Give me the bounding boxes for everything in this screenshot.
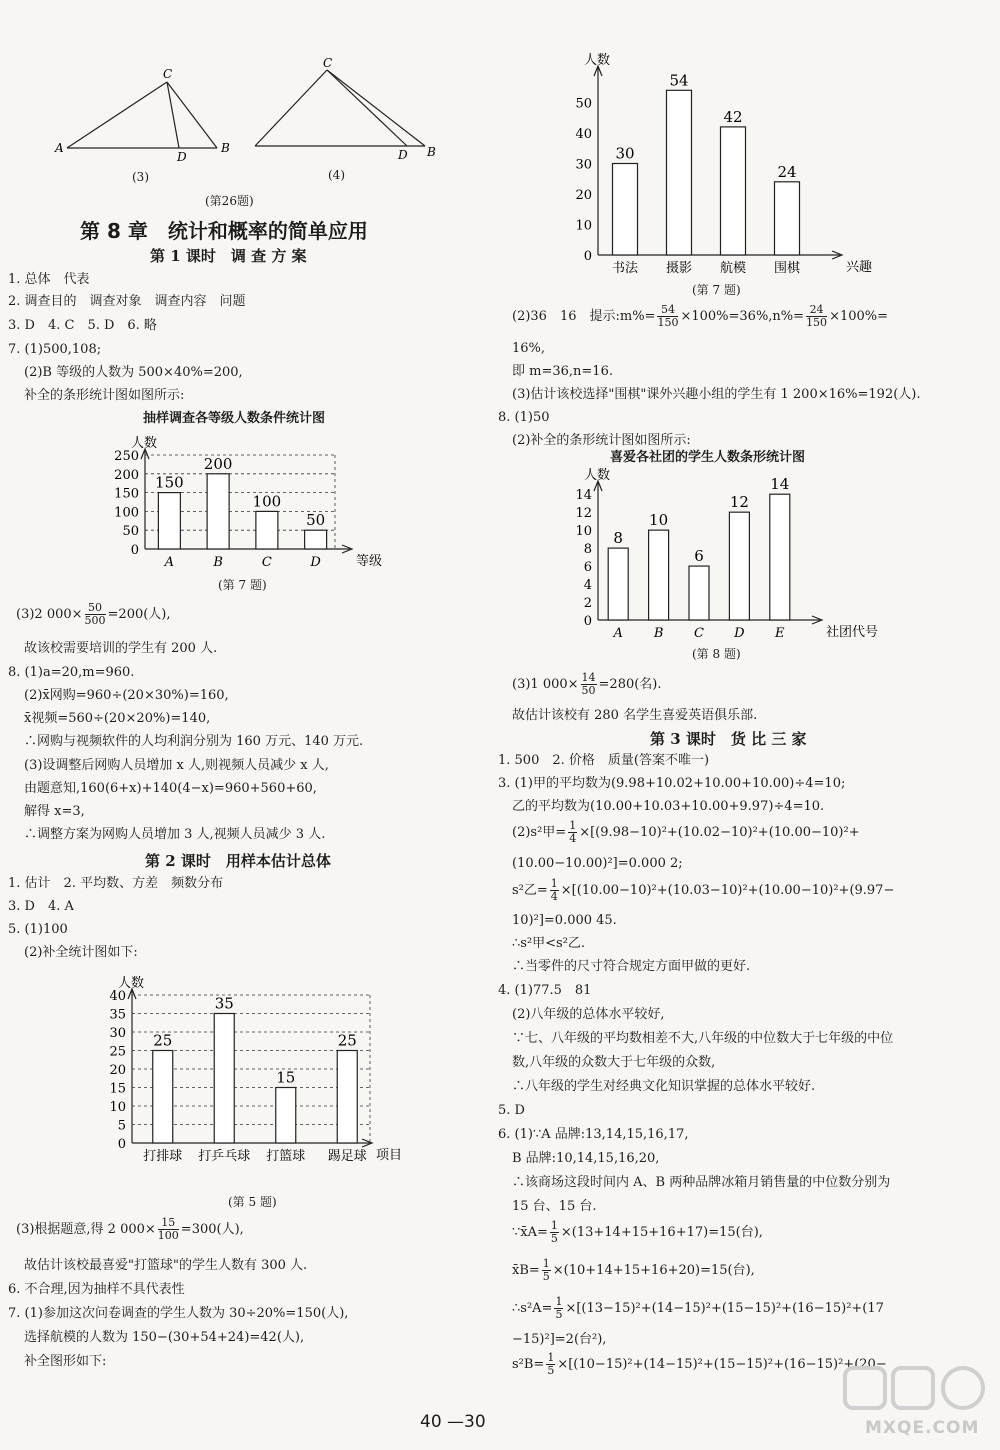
answer-line: ∴网购与视频软件的人均利润分别为 160 万元、140 万元. bbox=[24, 734, 364, 749]
fraction: $\frac{1}{5}$ bbox=[542, 1257, 550, 1283]
bar-chart-q5-sports bbox=[90, 965, 420, 1175]
y-tick-label: 40 bbox=[575, 127, 592, 142]
bar-value-label: 15 bbox=[276, 1068, 296, 1087]
answer-line: (3)估计该校选择"围棋"课外兴趣小组的学生有 1 200×16%=192(人). bbox=[512, 387, 921, 402]
bar-value-label: 24 bbox=[777, 162, 797, 181]
answer-line: ∴调整方案为网购人员增加 3 人,视频人员减少 3 人. bbox=[24, 827, 326, 842]
variance-a: ∴s²A= $\frac{1}{5}$ ×[(13−15)²+(14−15)²+(15−15)²+(16−15)²+(17 bbox=[512, 1295, 884, 1321]
answer-line: B 品牌:10,14,15,16,20, bbox=[512, 1151, 660, 1166]
page-number: 40 —30 bbox=[420, 1412, 486, 1432]
y-tick-label: 40 bbox=[109, 989, 126, 1004]
x-tick-label: D bbox=[310, 555, 321, 570]
x-tick-label: A bbox=[613, 626, 623, 641]
vertex-label-a: A bbox=[55, 141, 64, 155]
y-tick-label: 100 bbox=[114, 505, 139, 521]
x-tick-label: 书法 bbox=[611, 261, 639, 276]
y-tick-label: 10 bbox=[575, 524, 592, 540]
chart-7a-caption: (第 7 题) bbox=[218, 578, 267, 592]
lesson-1-title: 第 1 课时 调 查 方 案 bbox=[150, 247, 307, 265]
answer-line: 2. 调查目的 调查对象 调查内容 问题 bbox=[8, 294, 246, 309]
vertex-label-b: B bbox=[427, 145, 436, 159]
variance-jia-cont: (10.00−10.00)²]=0.000 2; bbox=[512, 856, 683, 871]
bar-value-label: 25 bbox=[153, 1031, 173, 1050]
y-tick-label: 5 bbox=[117, 1118, 126, 1134]
y-tick-label: 0 bbox=[583, 249, 592, 264]
answer-line: 乙的平均数为(10.00+10.03+10.00+9.97)÷4=10. bbox=[512, 799, 825, 814]
y-tick-label: 12 bbox=[575, 506, 592, 522]
bar bbox=[214, 1014, 234, 1144]
answer-line: ∴当零件的尺寸符合规定方面甲做的更好. bbox=[512, 959, 751, 974]
x-tick-label: 围棋 bbox=[773, 261, 801, 276]
x-tick-label: C bbox=[694, 626, 704, 641]
bar bbox=[689, 566, 709, 620]
y-tick-label: 25 bbox=[109, 1044, 126, 1060]
bar-chart-q7-interests bbox=[560, 53, 890, 277]
answer-line: x̄视频=560÷(20×20%)=140, bbox=[24, 711, 211, 726]
bar-value-label: 6 bbox=[694, 547, 704, 566]
x-tick-label: B bbox=[213, 555, 223, 570]
y-tick-label: 15 bbox=[109, 1081, 126, 1097]
figure-3-caption: (3) bbox=[132, 170, 149, 184]
y-tick-label: 50 bbox=[575, 96, 592, 112]
answer-line: ∴s²甲<s²乙. bbox=[512, 936, 586, 951]
bar-value-label: 25 bbox=[337, 1031, 357, 1050]
y-tick-label: 8 bbox=[583, 542, 592, 558]
answer-line: 8. (1)50 bbox=[498, 410, 550, 425]
x-tick-label: 航模 bbox=[719, 261, 747, 276]
vertex-label-b: B bbox=[221, 141, 230, 155]
variance-b: s²B= $\frac{1}{5}$ ×[(10−15)²+(14−15)²+(15−15)²+(16−15)²+(20− bbox=[512, 1351, 887, 1377]
y-tick-label: 10 bbox=[575, 218, 592, 234]
answer-line: 15 台、15 台. bbox=[512, 1199, 597, 1214]
chart-7b-caption: (第 7 题) bbox=[692, 283, 741, 297]
bar-value-label: 200 bbox=[203, 454, 233, 473]
answer-line: 3. D 4. A bbox=[8, 899, 74, 914]
bar bbox=[649, 530, 669, 620]
x-tick-label: E bbox=[775, 626, 785, 641]
bar-value-label: 8 bbox=[613, 529, 623, 548]
y-tick-label: 10 bbox=[109, 1100, 126, 1115]
x-axis-label: 项目 bbox=[376, 1148, 403, 1163]
fraction: $\frac{14}{50}$ bbox=[581, 671, 596, 697]
answer-line: (2)八年级的总体水平较好, bbox=[512, 1007, 665, 1022]
bar-value-label: 35 bbox=[214, 994, 234, 1013]
vertex-label-d: D bbox=[398, 148, 408, 162]
vertex-label-d: D bbox=[177, 150, 187, 164]
x-tick-label: 打乒乓球 bbox=[198, 1149, 251, 1164]
answer-line: 选择航模的人数为 150−(30+54+24)=42(人), bbox=[24, 1330, 305, 1345]
y-axis-label: 人数 bbox=[584, 53, 611, 68]
chart-7a-title: 抽样调查各等级人数条件统计图 bbox=[143, 411, 326, 426]
answer-line: ∴八年级的学生对经典文化知识掌握的总体水平较好. bbox=[512, 1079, 816, 1094]
bar bbox=[721, 127, 746, 255]
fraction: $\frac{1}{4}$ bbox=[569, 819, 577, 845]
answer-line: 7. (1)参加这次问卷调查的学生人数为 30÷20%=150(人), bbox=[8, 1306, 349, 1321]
bar-value-label: 14 bbox=[770, 475, 790, 494]
y-tick-label: 0 bbox=[130, 543, 139, 558]
bar bbox=[207, 474, 229, 549]
mean-b: x̄B= $\frac{1}{5}$ ×(10+14+15+16+20)=15(台), bbox=[512, 1257, 755, 1283]
answer-line: 6. 不合理,因为抽样不具代表性 bbox=[8, 1282, 185, 1297]
y-tick-label: 30 bbox=[575, 157, 592, 173]
x-tick-label: 踢足球 bbox=[327, 1149, 367, 1164]
answer-line: 故估计该校最喜爱"打篮球"的学生人数有 300 人. bbox=[24, 1258, 308, 1273]
fraction: $\frac{1}{5}$ bbox=[547, 1351, 555, 1377]
y-tick-label: 6 bbox=[583, 560, 592, 576]
y-axis-label: 人数 bbox=[118, 976, 145, 991]
fraction: $\frac{54}{150}$ bbox=[657, 303, 679, 329]
fraction: $\frac{24}{150}$ bbox=[806, 303, 828, 329]
bar-value-label: 50 bbox=[306, 511, 326, 530]
answer-line: 6. (1)∵A 品牌:13,14,15,16,17, bbox=[498, 1127, 689, 1142]
answer-line: (2)B 等级的人数为 500×40%=200, bbox=[24, 365, 243, 380]
x-tick-label: 打篮球 bbox=[266, 1149, 306, 1164]
answer-line: 3. (1)甲的平均数为(9.98+10.02+10.00+10.00)÷4=10; bbox=[498, 776, 846, 791]
bar bbox=[770, 494, 790, 620]
variance-yi-cont: 10)²]=0.000 45. bbox=[512, 913, 617, 928]
answer-line: 5. (1)100 bbox=[8, 922, 68, 937]
bar bbox=[608, 548, 628, 620]
variance-yi: s²乙= $\frac{1}{4}$ ×[(10.00−10)²+(10.03−10)²+(10.00−10)²+(9.97− bbox=[512, 877, 895, 903]
answer-line: (2)补全的条形统计图如图所示: bbox=[512, 433, 691, 448]
bar bbox=[775, 182, 800, 255]
y-tick-label: 0 bbox=[117, 1137, 126, 1152]
answer-line: 1. 500 2. 价格 质量(答案不唯一) bbox=[498, 753, 710, 768]
watermark-text: MXQE.COM bbox=[865, 1418, 980, 1438]
triangle-figure-3 bbox=[55, 60, 235, 170]
mean-a: ∵x̄A= $\frac{1}{5}$ ×(13+14+15+16+17)=15(台), bbox=[512, 1219, 763, 1245]
answer-line: 补全图形如下: bbox=[24, 1354, 107, 1369]
answer-line: 解得 x=3, bbox=[24, 804, 85, 819]
bar bbox=[667, 90, 692, 255]
answer-line: (2)x̄网购=960÷(20×30%)=160, bbox=[24, 688, 229, 703]
bar bbox=[158, 493, 180, 549]
bar-value-label: 150 bbox=[155, 473, 184, 492]
figure-4-caption: (4) bbox=[328, 168, 345, 182]
answer-line: 数,八年级的众数大于七年级的众数, bbox=[512, 1055, 716, 1070]
bar-value-label: 100 bbox=[252, 492, 282, 511]
triangle-figure-4 bbox=[245, 58, 445, 168]
fraction: $\frac{1}{4}$ bbox=[550, 877, 558, 903]
answer-line: 1. 总体 代表 bbox=[8, 272, 90, 287]
y-tick-label: 150 bbox=[114, 486, 139, 502]
bar bbox=[256, 511, 278, 549]
chart-5-caption: (第 5 题) bbox=[228, 1195, 277, 1209]
x-tick-label: C bbox=[261, 555, 272, 570]
bar-value-label: 54 bbox=[669, 71, 689, 90]
q7-conclusion: 故该校需要培训的学生有 200 人. bbox=[24, 641, 218, 656]
x-tick-label: 打排球 bbox=[143, 1149, 183, 1164]
q7-part3: (3)2 000× $\frac{50}{500}$ =200(人), bbox=[16, 601, 171, 627]
answer-line: 即 m=36,n=16. bbox=[512, 364, 613, 379]
q5-part3: (3)根据题意,得 2 000× $\frac{15}{100}$ =300(人), bbox=[16, 1216, 244, 1242]
q8-part3: (3)1 000× $\frac{14}{50}$ =280(名). bbox=[512, 671, 662, 697]
q8-conclusion: 故估计该校有 280 名学生喜爱英语俱乐部. bbox=[512, 708, 758, 723]
variance-jia: (2)s²甲= $\frac{1}{4}$ ×[(9.98−10)²+(10.02−10)²+(10.00−10)²+ bbox=[512, 819, 860, 845]
x-axis-label: 兴趣 bbox=[846, 260, 873, 275]
answer-line: 由题意知,160(6+x)+140(4−x)=960+560+60, bbox=[24, 781, 317, 796]
y-axis-label: 人数 bbox=[131, 436, 158, 451]
y-tick-label: 200 bbox=[114, 467, 139, 483]
chart-8-title: 喜爱各社团的学生人数条形统计图 bbox=[610, 450, 806, 465]
answer-line: 16%, bbox=[512, 341, 546, 356]
bar bbox=[305, 530, 327, 549]
x-axis-label: 等级 bbox=[356, 554, 383, 569]
variance-a-cont: −15)²]=2(台²), bbox=[512, 1332, 607, 1347]
fraction: $\frac{1}{5}$ bbox=[555, 1295, 563, 1321]
bar bbox=[729, 512, 749, 620]
bar-chart-q8-clubs bbox=[560, 462, 890, 642]
answer-line: 4. (1)77.5 81 bbox=[498, 983, 592, 998]
y-tick-label: 250 bbox=[114, 449, 139, 464]
y-tick-label: 2 bbox=[583, 596, 592, 612]
chapter-title: 第 8 章 统计和概率的简单应用 bbox=[80, 219, 368, 243]
answer-line: 7. (1)500,108; bbox=[8, 342, 102, 357]
vertex-label-c: C bbox=[323, 56, 333, 70]
bar bbox=[337, 1051, 357, 1144]
y-tick-label: 20 bbox=[109, 1063, 126, 1078]
bar bbox=[153, 1051, 173, 1144]
bar bbox=[613, 164, 638, 256]
answer-line: 3. D 4. C 5. D 6. 略 bbox=[8, 318, 157, 333]
bar bbox=[276, 1088, 296, 1144]
answer-line: 8. (1)a=20,m=960. bbox=[8, 665, 135, 680]
bar-value-label: 10 bbox=[649, 511, 669, 530]
bar-value-label: 12 bbox=[729, 493, 749, 512]
bar-value-label: 42 bbox=[723, 107, 743, 126]
bar-value-label: 30 bbox=[615, 144, 635, 163]
fraction: $\frac{1}{5}$ bbox=[550, 1219, 558, 1245]
x-tick-label: A bbox=[164, 555, 175, 570]
y-tick-label: 50 bbox=[122, 524, 139, 540]
y-axis-label: 人数 bbox=[584, 468, 611, 483]
x-tick-label: B bbox=[653, 626, 664, 641]
x-tick-label: D bbox=[734, 626, 745, 641]
lesson-3-title: 第 3 课时 货 比 三 家 bbox=[650, 730, 807, 748]
answer-line: ∵七、八年级的平均数相差不大,八年级的中位数大于七年级的中位 bbox=[512, 1031, 894, 1046]
answer-line: 补全的条形统计图如图所示: bbox=[24, 388, 185, 403]
y-tick-label: 0 bbox=[583, 614, 592, 629]
figure-26-caption: (第26题) bbox=[205, 194, 254, 208]
answer-line: (3)设调整后网购人员增加 x 人,则视频人员减少 x 人, bbox=[24, 758, 329, 773]
y-tick-label: 4 bbox=[583, 578, 592, 594]
answer-line: 5. D bbox=[498, 1103, 525, 1118]
lesson-2-title: 第 2 课时 用样本估计总体 bbox=[145, 852, 331, 870]
y-tick-label: 14 bbox=[575, 488, 592, 504]
answer-line: 1. 估计 2. 平均数、方差 频数分布 bbox=[8, 876, 224, 891]
fraction: $\frac{50}{500}$ bbox=[84, 601, 106, 627]
x-axis-label: 社团代号 bbox=[826, 625, 879, 640]
vertex-label-c: C bbox=[163, 67, 173, 81]
q7-part2: (2)36 16 提示:m%= $\frac{54}{150}$ ×100%=36%,n%= $\frac{24}{150}$ ×100%= bbox=[512, 303, 889, 329]
answer-line: (2)补全统计图如下: bbox=[24, 945, 138, 960]
answer-line: ∴该商场这段时间内 A、B 两种品牌冰箱月销售量的中位数分别为 bbox=[512, 1175, 891, 1190]
x-tick-label: 摄影 bbox=[665, 261, 693, 276]
y-tick-label: 35 bbox=[109, 1007, 126, 1023]
y-tick-label: 20 bbox=[575, 188, 592, 203]
bar-chart-q7-grades bbox=[90, 425, 420, 575]
chart-8-caption: (第 8 题) bbox=[692, 647, 741, 661]
y-tick-label: 30 bbox=[109, 1026, 126, 1041]
fraction: $\frac{15}{100}$ bbox=[157, 1216, 179, 1242]
